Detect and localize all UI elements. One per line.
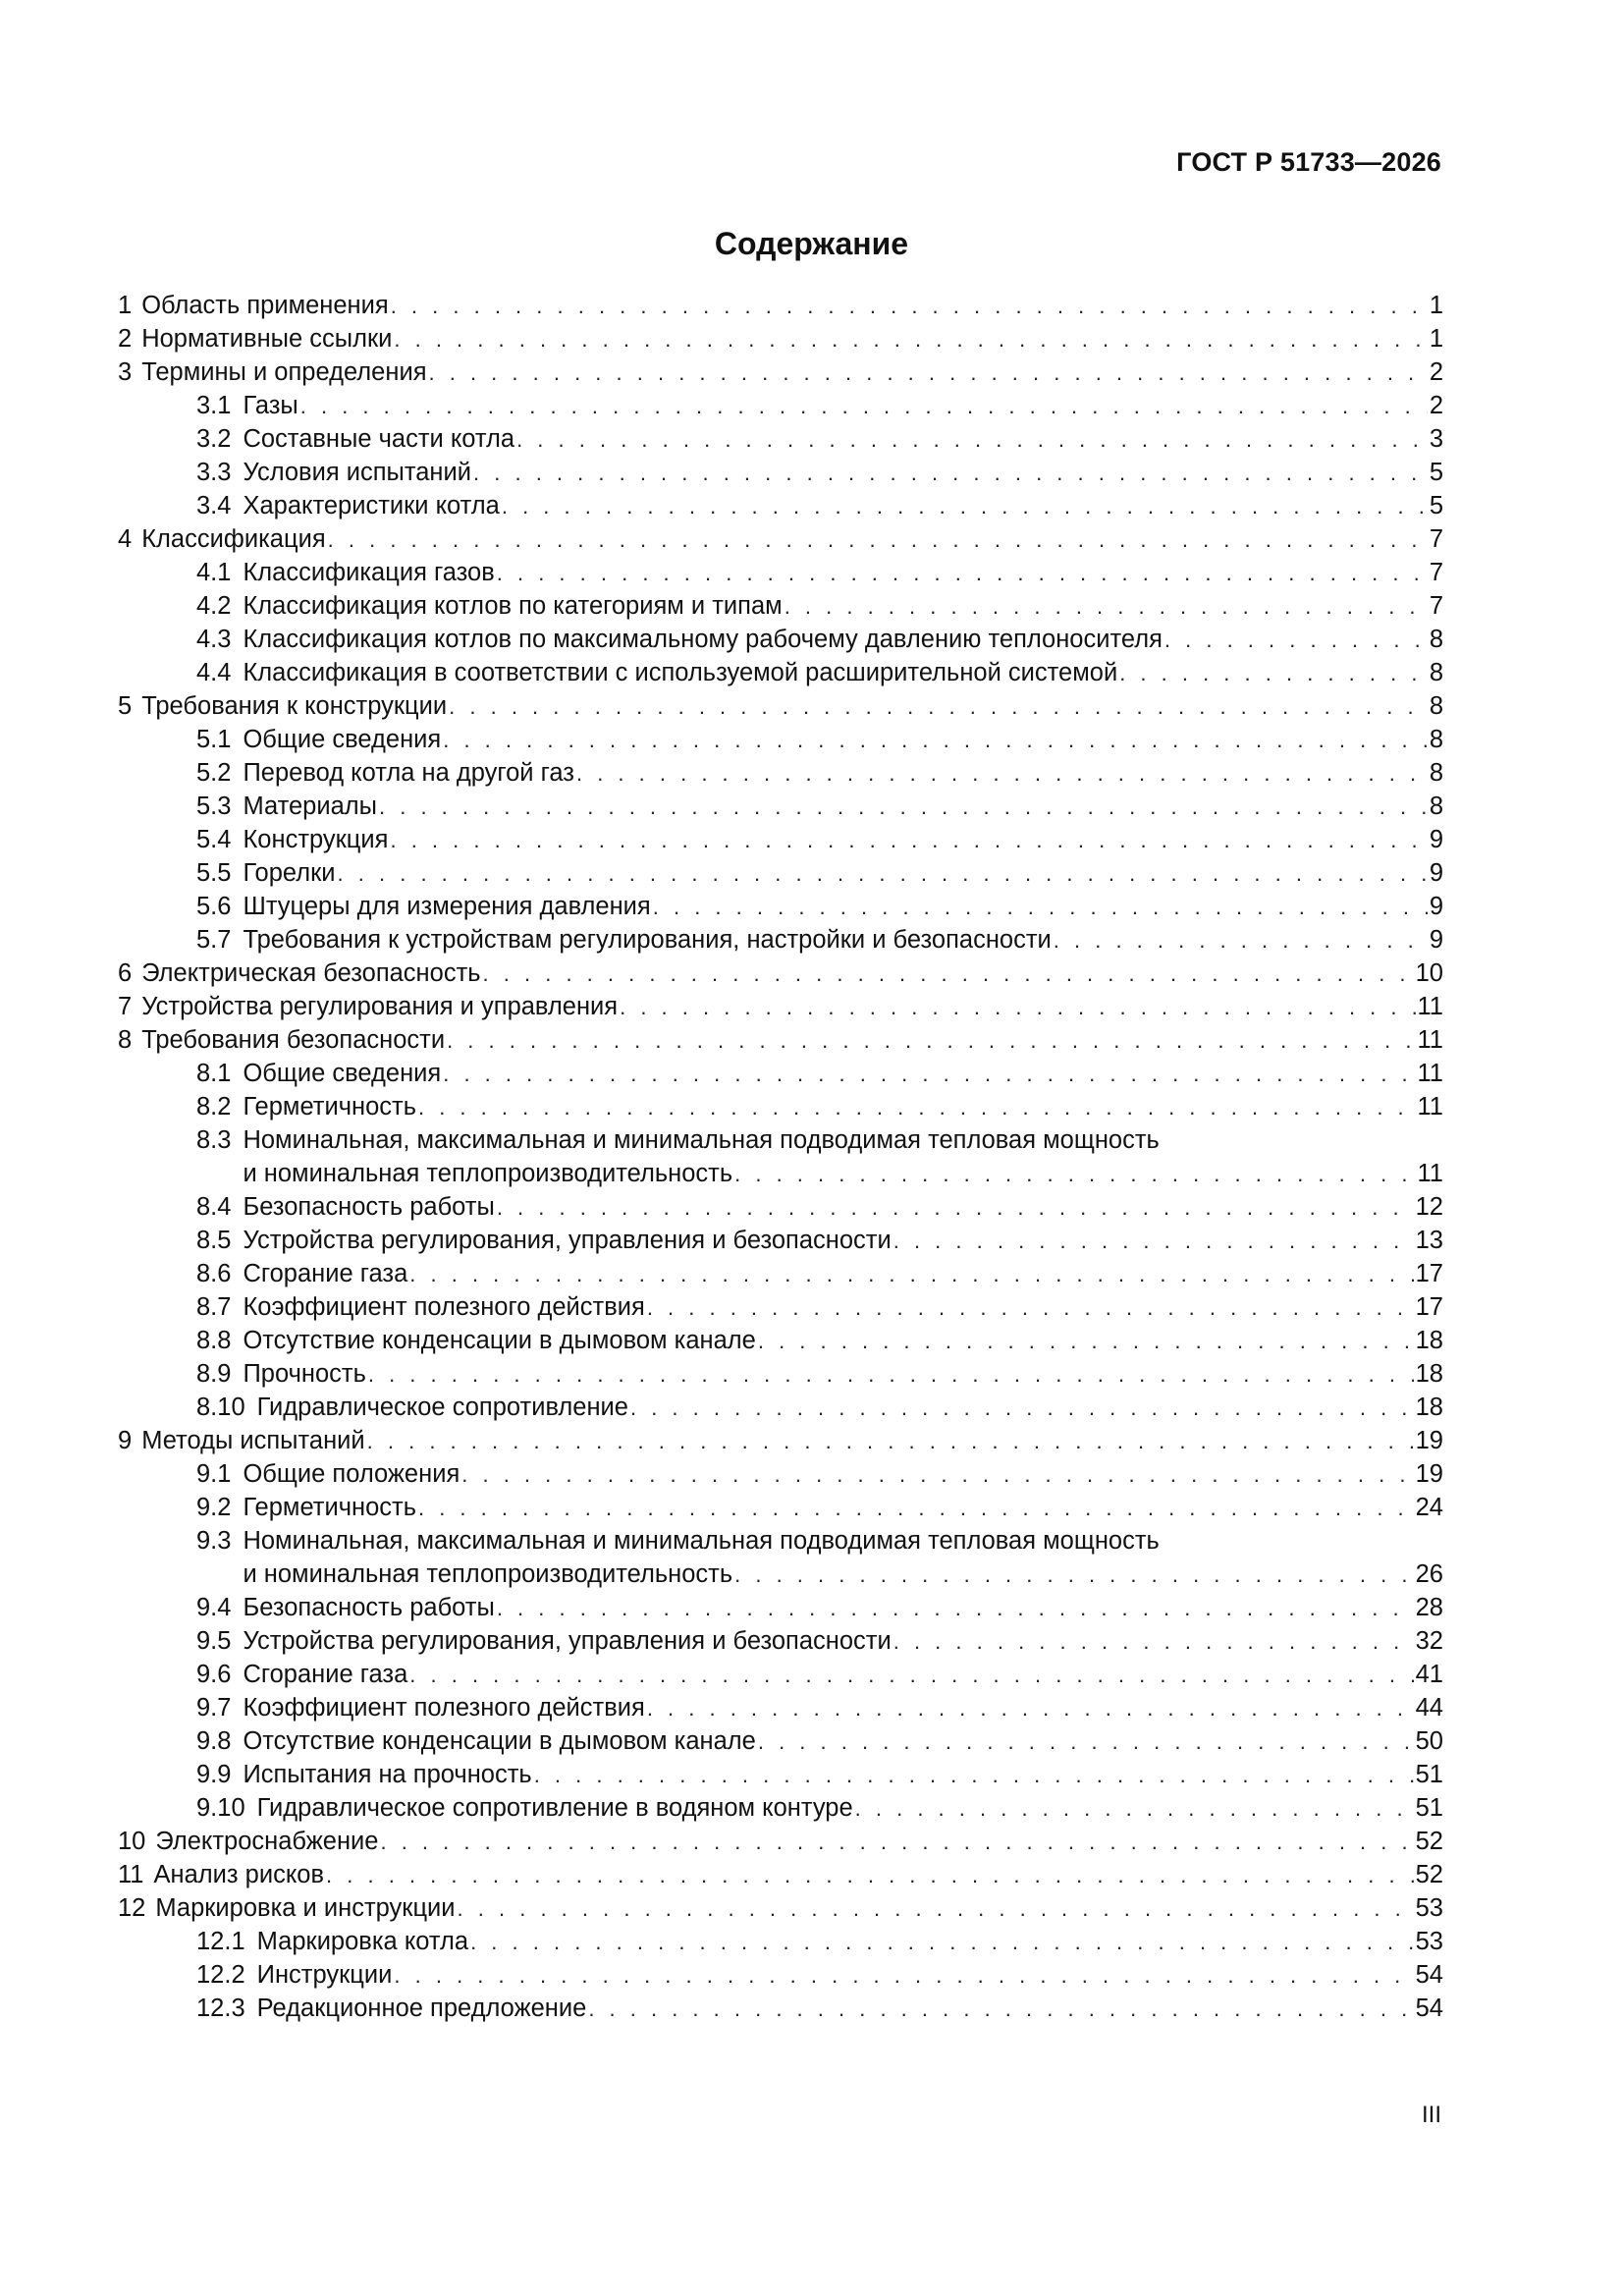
toc-entry-title: Гидравлическое сопротивление в водяном контуре (256, 1794, 853, 1822)
toc-entry-title: Устройства регулирования, управления и безопасности (243, 1227, 892, 1254)
toc-entry-title: Испытания на прочность (243, 1761, 532, 1788)
toc-entry[interactable] (118, 522, 1443, 556)
toc-entry[interactable] (118, 1591, 1443, 1624)
dot-leader (443, 1058, 1415, 1091)
toc-entry-page: 8 (1429, 692, 1443, 720)
toc-entry-number: 8.4 (196, 1193, 232, 1221)
toc-entry-number: 9 (118, 1427, 133, 1454)
dot-leader (497, 1191, 1414, 1225)
dot-leader (470, 1926, 1414, 1959)
dot-leader (409, 1659, 1413, 1692)
toc-entry-number: 9.5 (196, 1627, 232, 1655)
dot-leader (367, 1425, 1414, 1458)
toc-entry-number: 9.9 (196, 1761, 232, 1788)
toc-entry-title-continuation: и номинальная теплопроизводительность (243, 1560, 733, 1588)
toc-entry-title: Редакционное предложение (256, 1995, 587, 2022)
toc-entry[interactable] (118, 1090, 1443, 1123)
dot-leader (368, 1358, 1414, 1392)
toc-entry-title: Электроснабжение (155, 1828, 379, 1855)
toc-entry-title: Безопасность работы (243, 1193, 495, 1221)
toc-entry-page: 8 (1429, 759, 1443, 787)
dot-leader (893, 1625, 1414, 1659)
toc-entry[interactable] (118, 1290, 1443, 1324)
dot-leader (418, 1492, 1414, 1525)
toc-entry-number: 5.4 (196, 826, 232, 853)
toc-entry-title: Коэффициент полезного действия (243, 1694, 645, 1722)
toc-entry-title: Методы испытаний (141, 1427, 365, 1454)
dot-leader (653, 891, 1428, 924)
dot-leader (300, 390, 1428, 423)
toc-entry[interactable] (118, 1891, 1443, 1925)
dot-leader (534, 1759, 1414, 1792)
toc-entry-number: 9.7 (196, 1694, 232, 1722)
toc-entry-number: 5 (118, 692, 133, 720)
toc-title: Содержание (714, 226, 909, 261)
toc-entry[interactable] (118, 756, 1443, 790)
toc-entry-title: Требования к устройствам регулирования, настройки и безопасности (243, 926, 1052, 954)
toc-entry-title: Общие положения (243, 1460, 460, 1488)
toc-entry-page: 18 (1415, 1360, 1443, 1388)
toc-entry-page: 8 (1429, 659, 1443, 686)
toc-entry-page: 52 (1415, 1861, 1443, 1888)
toc-entry-page: 11 (1417, 1093, 1443, 1121)
toc-entry-page: 32 (1415, 1627, 1443, 1655)
toc-entry-page: 5 (1429, 492, 1443, 519)
toc-entry-number: 4.2 (196, 592, 232, 620)
toc-entry-title: Сгорание газа (243, 1260, 408, 1287)
toc-entry-page: 7 (1429, 592, 1443, 620)
toc-entry-title: Перевод котла на другой газ (243, 759, 574, 787)
toc-entry-title: Штуцеры для измерения давления (243, 893, 651, 920)
toc-entry-title: Конструкция (243, 826, 389, 853)
dot-leader (630, 1392, 1414, 1425)
toc-entry-number: 9.2 (196, 1494, 232, 1521)
toc-entry-page: 52 (1415, 1828, 1443, 1855)
toc-entry-page: 24 (1415, 1494, 1443, 1521)
toc-entry[interactable] (118, 1658, 1443, 1691)
toc-entry-number: 12.3 (196, 1995, 245, 2022)
dot-leader (483, 957, 1414, 991)
toc-entry[interactable] (118, 923, 1443, 957)
toc-entry-number: 8.5 (196, 1227, 232, 1254)
toc-entry-page: 19 (1415, 1427, 1443, 1454)
dot-leader (620, 991, 1415, 1024)
toc-entry-number: 9.8 (196, 1727, 232, 1755)
toc-entry[interactable] (118, 1190, 1443, 1224)
toc-entry[interactable] (118, 1324, 1443, 1357)
toc-entry-title-continuation: и номинальная теплопроизводительность (243, 1160, 733, 1187)
toc-entry-title: Маркировка котла (256, 1928, 469, 1955)
toc-entry[interactable] (118, 957, 1443, 990)
toc-entry-page: 2 (1429, 358, 1443, 386)
toc-entry[interactable] (118, 556, 1443, 589)
toc-entry[interactable] (118, 890, 1443, 923)
dot-leader (326, 1859, 1414, 1892)
toc-entry-number: 5.2 (196, 759, 232, 787)
dot-leader (1054, 924, 1428, 957)
toc-entry-title: Маркировка и инструкции (155, 1894, 456, 1922)
toc-entry-number: 1 (118, 292, 133, 319)
toc-entry-title: Устройства регулирования, управления и безопасности (243, 1627, 892, 1655)
toc-entry-title: Газы (243, 392, 298, 419)
toc-entry-title: Электрическая безопасность (141, 959, 481, 987)
toc-entry-page: 11 (1417, 1160, 1443, 1187)
toc-entry[interactable] (118, 289, 1443, 322)
toc-entry-page: 11 (1417, 993, 1443, 1020)
dot-leader (516, 423, 1428, 457)
toc-entry-number: 5.7 (196, 926, 232, 954)
toc-entry-number: 8.1 (196, 1060, 232, 1087)
toc-entry-page: 9 (1429, 926, 1443, 954)
toc-entry[interactable] (118, 456, 1443, 489)
toc-entry[interactable] (118, 689, 1443, 723)
toc-entry-page: 8 (1429, 726, 1443, 753)
toc-entry[interactable] (118, 1624, 1443, 1658)
toc-entry-title: Составные части котла (243, 425, 515, 453)
toc-entry[interactable] (118, 823, 1443, 856)
toc-entry[interactable] (118, 1023, 1443, 1057)
toc-entry-title: Классификация (141, 525, 326, 553)
toc-entry-number: 8.9 (196, 1360, 232, 1388)
toc-entry-title: Требования безопасности (141, 1026, 446, 1054)
toc-entry-number: 12 (118, 1894, 146, 1922)
dot-leader (758, 1325, 1414, 1358)
toc-entry[interactable] (118, 322, 1443, 355)
toc-entry[interactable] (118, 990, 1443, 1023)
toc-entry-page: 51 (1415, 1761, 1443, 1788)
toc-entry-page: 19 (1415, 1460, 1443, 1488)
toc-entry-page: 1 (1429, 292, 1443, 319)
toc-entry-number: 5.6 (196, 893, 232, 920)
toc-entry[interactable] (118, 1858, 1443, 1891)
toc-entry-page: 9 (1429, 859, 1443, 887)
toc-entry-page: 10 (1415, 959, 1443, 987)
dot-leader (447, 1024, 1415, 1058)
toc-entry-page: 1 (1429, 325, 1443, 353)
document-code: ГОСТ Р 51733—2026 (1176, 147, 1441, 177)
dot-leader (893, 1225, 1414, 1258)
toc-entry-page: 8 (1429, 626, 1443, 653)
toc-entry-title: Отсутствие конденсации в дымовом канале (243, 1727, 756, 1755)
dot-leader (855, 1792, 1414, 1826)
toc-entry-number: 4.3 (196, 626, 232, 653)
toc-entry-number: 5.1 (196, 726, 232, 753)
toc-entry-page: 28 (1415, 1594, 1443, 1621)
toc-entry-page: 9 (1429, 893, 1443, 920)
toc-entry-page: 11 (1417, 1026, 1443, 1054)
toc-entry[interactable] (118, 1123, 1443, 1190)
dot-leader (497, 1592, 1414, 1625)
toc-entry-number: 4 (118, 525, 133, 553)
toc-entry-title: Классификация котлов по категориям и типам (243, 592, 783, 620)
toc-entry[interactable] (118, 1257, 1443, 1290)
toc-entry-number: 9.6 (196, 1661, 232, 1688)
page-number: III (1421, 2102, 1441, 2128)
toc-entry-number: 12.1 (196, 1928, 245, 1955)
toc-list (118, 289, 1443, 2025)
toc-entry-number: 8.10 (196, 1394, 245, 1421)
toc-entry-title: Характеристики котла (243, 492, 500, 519)
dot-leader (647, 1291, 1414, 1325)
toc-entry-number: 8 (118, 1026, 133, 1054)
toc-entry-number: 7 (118, 993, 133, 1020)
toc-entry-title: Отсутствие конденсации в дымовом канале (243, 1327, 756, 1354)
toc-entry-number: 8.7 (196, 1293, 232, 1321)
toc-entry-page: 12 (1415, 1193, 1443, 1221)
toc-entry-title: Прочность (243, 1360, 366, 1388)
toc-entry-title: Термины и определения (141, 358, 427, 386)
toc-entry-number: 2 (118, 325, 133, 353)
toc-entry-title: Классификация газов (243, 559, 495, 586)
toc-entry[interactable] (118, 1825, 1443, 1858)
toc-entry-number: 9.4 (196, 1594, 232, 1621)
toc-entry-number: 6 (118, 959, 133, 987)
dot-leader (461, 1458, 1413, 1492)
toc-entry-number: 9.10 (196, 1794, 245, 1822)
dot-leader (429, 356, 1428, 390)
dot-leader (449, 690, 1428, 724)
toc-entry[interactable] (118, 355, 1443, 389)
toc-entry-page: 3 (1429, 425, 1443, 453)
toc-entry[interactable] (118, 1391, 1443, 1424)
dot-leader (502, 490, 1428, 523)
toc-entry-number: 3.2 (196, 425, 232, 453)
dot-leader (1164, 624, 1428, 657)
dot-leader (758, 1725, 1414, 1759)
dot-leader (394, 1959, 1413, 1993)
toc-entry[interactable] (118, 1224, 1443, 1257)
toc-entry-page: 53 (1415, 1928, 1443, 1955)
toc-entry[interactable] (118, 656, 1443, 689)
toc-entry-page: 26 (1415, 1560, 1443, 1588)
toc-entry-page: 9 (1429, 826, 1443, 853)
toc-entry[interactable] (118, 623, 1443, 656)
dot-leader (576, 757, 1428, 791)
toc-entry[interactable] (118, 422, 1443, 456)
toc-entry-title: Требования к конструкции (141, 692, 448, 720)
toc-entry[interactable] (118, 856, 1443, 890)
dot-leader (734, 1158, 1415, 1191)
toc-entry-title: Материалы (243, 793, 377, 820)
toc-entry-number: 4.4 (196, 659, 232, 686)
toc-entry-number: 3.3 (196, 459, 232, 486)
toc-entry-number: 12.2 (196, 1961, 245, 1989)
toc-entry-title: Номинальная, максимальная и минимальная подводимая тепловая мощность (243, 1126, 1160, 1154)
toc-entry[interactable] (118, 589, 1443, 623)
toc-entry-number: 10 (118, 1828, 146, 1855)
toc-entry-page: 44 (1415, 1694, 1443, 1722)
toc-entry-page: 17 (1415, 1293, 1443, 1321)
dot-leader (409, 1258, 1413, 1291)
toc-entry-page: 17 (1415, 1260, 1443, 1287)
toc-entry-title: Условия испытаний (243, 459, 472, 486)
dot-leader (784, 590, 1428, 624)
dot-leader (1119, 657, 1428, 690)
toc-entry[interactable] (118, 1691, 1443, 1724)
toc-entry-title: Номинальная, максимальная и минимальная подводимая тепловая мощность (243, 1527, 1160, 1555)
dot-leader (473, 457, 1428, 490)
dot-leader (394, 323, 1427, 356)
toc-entry-title: Общие сведения (243, 726, 442, 753)
toc-entry-page: 41 (1415, 1661, 1443, 1688)
dot-leader (734, 1558, 1414, 1592)
toc-entry[interactable] (118, 790, 1443, 823)
dot-leader (380, 1826, 1413, 1859)
toc-entry-page: 7 (1429, 525, 1443, 553)
toc-entry-title: Устройства регулирования и управления (141, 993, 619, 1020)
toc-entry[interactable] (118, 1357, 1443, 1391)
dot-leader (647, 1692, 1414, 1725)
dot-leader (391, 290, 1428, 323)
toc-entry-page: 7 (1429, 559, 1443, 586)
toc-entry-page: 18 (1415, 1327, 1443, 1354)
toc-entry-page: 50 (1415, 1727, 1443, 1755)
toc-entry-title: Безопасность работы (243, 1594, 495, 1621)
toc-entry-title: Сгорание газа (243, 1661, 408, 1688)
toc-entry-number: 4.1 (196, 559, 232, 586)
toc-entry-number: 5.3 (196, 793, 232, 820)
dot-leader (328, 523, 1428, 557)
toc-entry-number: 5.5 (196, 859, 232, 887)
toc-entry[interactable] (118, 389, 1443, 422)
toc-entry-title: Анализ рисков (153, 1861, 325, 1888)
dot-leader (458, 1892, 1414, 1926)
toc-entry-page: 2 (1429, 392, 1443, 419)
toc-entry[interactable] (118, 1524, 1443, 1591)
toc-entry-number: 3.4 (196, 492, 232, 519)
toc-entry-page: 18 (1415, 1394, 1443, 1421)
toc-entry-title: Коэффициент полезного действия (243, 1293, 645, 1321)
toc-entry-title: Гидравлическое сопротивление (256, 1394, 628, 1421)
toc-entry[interactable] (118, 1992, 1443, 2025)
dot-leader (497, 557, 1428, 590)
toc-entry-number: 8.6 (196, 1260, 232, 1287)
dot-leader (418, 1091, 1416, 1124)
toc-entry-page: 13 (1415, 1227, 1443, 1254)
toc-entry-title: Герметичность (243, 1093, 416, 1121)
toc-entry-title: Классификация котлов по максимальному рабочему давлению теплоносителя (243, 626, 1163, 653)
dot-leader (390, 824, 1427, 857)
toc-entry-number: 11 (118, 1861, 144, 1888)
toc-entry[interactable] (118, 1958, 1443, 1992)
toc-entry[interactable] (118, 723, 1443, 756)
toc-entry-page: 51 (1415, 1794, 1443, 1822)
toc-entry[interactable] (118, 1758, 1443, 1791)
toc-entry-title: Горелки (243, 859, 336, 887)
toc-entry-page: 8 (1429, 793, 1443, 820)
toc-entry-title: Нормативные ссылки (141, 325, 393, 353)
toc-entry-number: 3.1 (196, 392, 232, 419)
dot-leader (443, 724, 1428, 757)
toc-entry[interactable] (118, 1457, 1443, 1491)
toc-entry-title: Общие сведения (243, 1060, 442, 1087)
toc-entry-title: Область применения (141, 292, 389, 319)
toc-entry[interactable] (118, 1491, 1443, 1524)
toc-entry-title: Классификация в соответствии с используемой расширительной системой (243, 659, 1118, 686)
toc-entry[interactable] (118, 1791, 1443, 1825)
toc-entry-number: 8.2 (196, 1093, 232, 1121)
toc-entry-page: 53 (1415, 1894, 1443, 1922)
toc-entry-page: 5 (1429, 459, 1443, 486)
toc-entry-number: 8.8 (196, 1327, 232, 1354)
toc-entry[interactable] (118, 1057, 1443, 1090)
toc-entry-page: 11 (1417, 1060, 1443, 1087)
toc-entry[interactable] (118, 489, 1443, 522)
toc-entry-number: 8.3 (196, 1126, 232, 1154)
dot-leader (379, 791, 1428, 824)
dot-leader (338, 857, 1428, 891)
toc-entry[interactable] (118, 1424, 1443, 1457)
toc-entry-title: Инструкции (256, 1961, 393, 1989)
toc-entry-page: 54 (1415, 1961, 1443, 1989)
toc-entry-page: 54 (1415, 1995, 1443, 2022)
toc-entry[interactable] (118, 1724, 1443, 1758)
toc-entry-number: 9.3 (196, 1527, 232, 1555)
toc-entry-title: Герметичность (243, 1494, 416, 1521)
toc-entry-number: 9.1 (196, 1460, 232, 1488)
dot-leader (588, 1993, 1413, 2026)
toc-entry-number: 3 (118, 358, 133, 386)
toc-entry[interactable] (118, 1925, 1443, 1958)
